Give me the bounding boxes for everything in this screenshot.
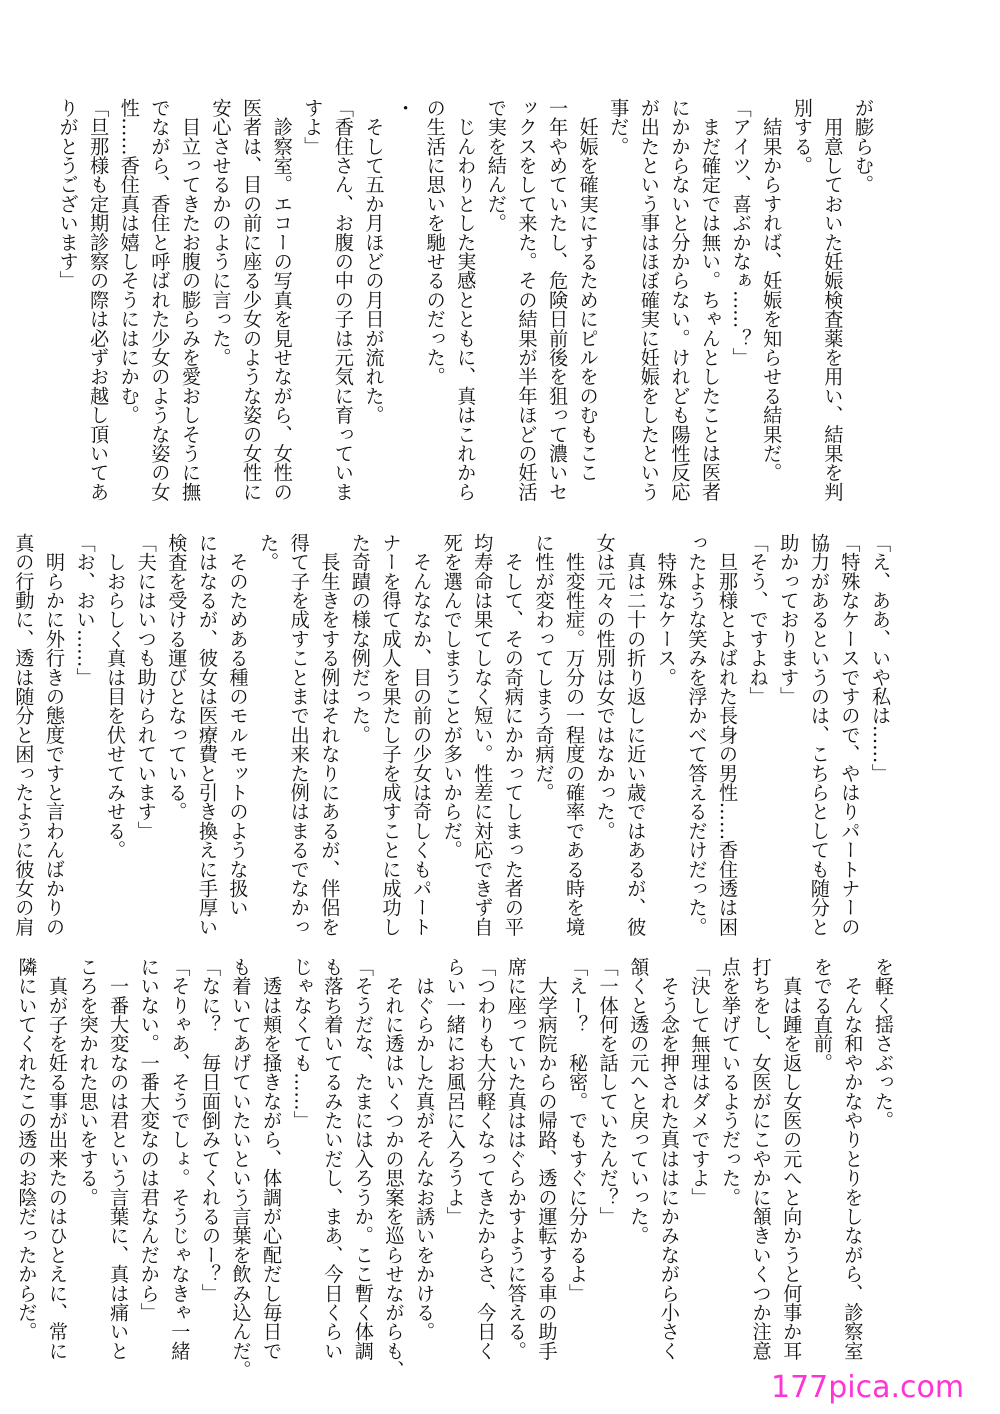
text-line: にはなるが、彼女は医療費と引き換えに手厚い [195,533,219,937]
text-line: 「アイツ、喜ぶかなぁ……？」 [729,98,753,367]
text-line: 女は元々の性別は女ではなかった。 [593,533,617,841]
text-line: にいない。一番大変なのは君なんだから」 [137,957,161,1322]
text-line: 死を選んでしまうことが多いからだ。 [440,533,464,860]
text-line: しおらしく真は目を伏せてみせる。 [104,533,128,860]
text-line: た奇蹟の様な例だった。 [348,533,372,745]
text-line: をでる直前。 [810,957,834,1073]
text-line: らい一緒にお風呂に入ろうよ」 [443,957,467,1226]
text-line: 真は踵を返し女医の元へと向かうと何事か耳 [780,957,804,1361]
text-line: じんわりとした実感とともに、真はこれから [454,98,478,502]
text-line: ・ [393,98,417,118]
text-line: そんななか、目の前の少女は奇しくもパート [410,533,434,937]
text-line: 検査を受ける運びとなっている。 [165,533,189,821]
text-line: ころを突かれた思いをする。 [76,957,100,1207]
text-line: が膨らむ。 [852,98,875,194]
text-line: 頷くと透の元へと戻っていった。 [627,957,651,1245]
text-line: 結果からすれば、妊娠を知らせる結果だ。 [760,98,784,482]
text-line: も落ち着いてるみたいだし、まあ、今日くらい [321,957,345,1361]
text-line: そのためある種のモルモットのような扱い [226,533,250,917]
text-line: 真が子を妊る事が出来たのはひとえに、常に [45,957,69,1361]
watermark: 177pica.com [771,1370,965,1405]
text-line: で実を結んだ。 [484,98,508,233]
text-line: 点を挙げているようだった。 [719,957,743,1207]
text-line: ナーを得て成人を果たし子を成すことに成功し [379,533,403,937]
text-line: 診察室。エコーの写真を見せながら、女性の [270,98,294,502]
text-line: 「え、ああ、いや私は……」 [869,533,892,783]
text-line: 用意しておいた妊娠検査薬を用い、結果を判 [821,98,845,502]
text-line: 真の行動に、透は随分と困ったように彼女の肩 [12,533,36,937]
text-line: 隣にいてくれたこの透のお陰だったからだ。 [15,957,39,1341]
text-line: 長生きをする例はそれなりにあるが、伴侶を [318,533,342,937]
text-tier-top [56,98,878,502]
text-line: 「決して無理はダメですよ」 [688,957,712,1207]
text-line: も着いてあげていたいという言葉を飲み込んだ。 [229,957,253,1380]
text-line: にかからないと分からない。けれども陽性反応 [668,98,692,502]
text-line: 事だ。 [607,98,631,156]
text-line: 透は頬を掻きながら、体調が心配だし毎日で [260,957,284,1361]
text-line: りがとうございます」 [56,98,80,290]
text-line: そう念を押された真ははにかみながら小さく [657,957,681,1361]
text-line: 「なに？ 毎日面倒みてくれるのー？」 [198,957,222,1303]
text-line: 助かっております」 [777,533,801,706]
text-line: 明らかに外行きの態度ですと言わんばかりの [42,533,66,937]
text-line: 「つわりも大分軽くなってきたからさ、今日く [474,957,498,1361]
text-line: 大学病院からの帰路、透の運転する車の助手 [535,957,559,1361]
text-line: そんな和やかなやりとりをしながら、診察室 [841,957,865,1361]
text-line: 「そりゃあ、そうでしょ。そうじゃなきゃ一緒 [168,957,192,1361]
text-line: 「えー？ 秘密。でもすぐに分かるよ」 [566,957,590,1303]
text-line: を軽く揺さぶった。 [872,957,895,1130]
text-line: 協力があるというのは、こちらとしても随分と [807,533,831,937]
text-line: 真は二十の折り返しに近い歳ではあるが、彼 [624,533,648,937]
text-line: 「そう、ですよね」 [746,533,770,706]
text-line: 医者は、目の前に座る少女のような姿の女性に [240,98,264,502]
text-line: でながら、香住と呼ばれた少女のような姿の女 [148,98,172,502]
text-line: に性が変わってしまう奇病だ。 [532,533,556,802]
text-line: 「特殊なケースですので、やはりパートナーの [838,533,862,937]
text-line: 旦那様とよばれた長身の男性……香住透は困 [716,533,740,937]
text-line: じゃなくても……」 [290,957,314,1130]
text-line: 打ちをし、女医がにこやかに頷きいくつか注意 [749,957,773,1361]
text-line: 性……香住真は嬉しそうにはにかむ。 [117,98,141,425]
text-line: ったような笑みを浮かべて答えるだけだった。 [685,533,709,937]
text-line: ックスをして来た。その結果が半年ほどの妊活 [515,98,539,502]
text-line: た。 [257,533,281,572]
text-line: そして五か月ほどの月日が流れた。 [362,98,386,425]
text-line: 「お、おい……」 [73,533,97,687]
text-line: 一番大変なのは君という言葉に、真は痛いと [107,957,131,1361]
text-line: 「そうだな、たまには入ろうか。ここ暫く体調 [351,957,375,1361]
text-line: 「旦那様も定期診察の際は必ずお越し頂いてあ [87,98,111,502]
text-line: 席に座っていた真ははぐらかすように答える。 [504,957,528,1361]
text-line: 均寿命は果てしなく短い。性差に対応できず自 [471,533,495,937]
text-line: 一年やめていたし、危険日前後を狙って濃いセ [546,98,570,502]
text-line: 特殊なケース。 [654,533,678,687]
text-line: 「夫にはいつも助けられています」 [134,533,158,841]
text-line: 得て子を成すことまで出来た例はまるでなかっ [287,533,311,937]
text-line: 別する。 [790,98,814,175]
text-line: はぐらかした真がそんなお誘いをかける。 [413,957,437,1341]
text-line: すよ」 [301,98,325,156]
text-line: 妊娠を確実にするためにピルをのむもここ [576,98,600,482]
text-tier-bottom [15,957,898,1380]
text-tier-middle [12,533,895,937]
text-line: 目立ってきたお腹の膨らみを愛おしそうに撫 [178,98,202,502]
text-line: が出たという事はほぼ確実に妊娠をしたという [637,98,661,502]
text-line: 性変性症。万分の一程度の確率である時を境 [563,533,587,937]
text-line: そして、その奇病にかかってしまった者の平 [501,533,525,937]
text-line: 「香住さん、お腹の中の子は元気に育っていま [331,98,355,502]
text-line: 「一体何を話していたんだ？」 [596,957,620,1226]
text-line: まだ確定では無い。ちゃんとしたことは医者 [699,98,723,502]
text-line: それに透はいくつかの思案を巡らせながらも、 [382,957,406,1380]
text-line: 安心させるかのように言った。 [209,98,233,367]
text-line: の生活に思いを馳せるのだった。 [423,98,447,386]
